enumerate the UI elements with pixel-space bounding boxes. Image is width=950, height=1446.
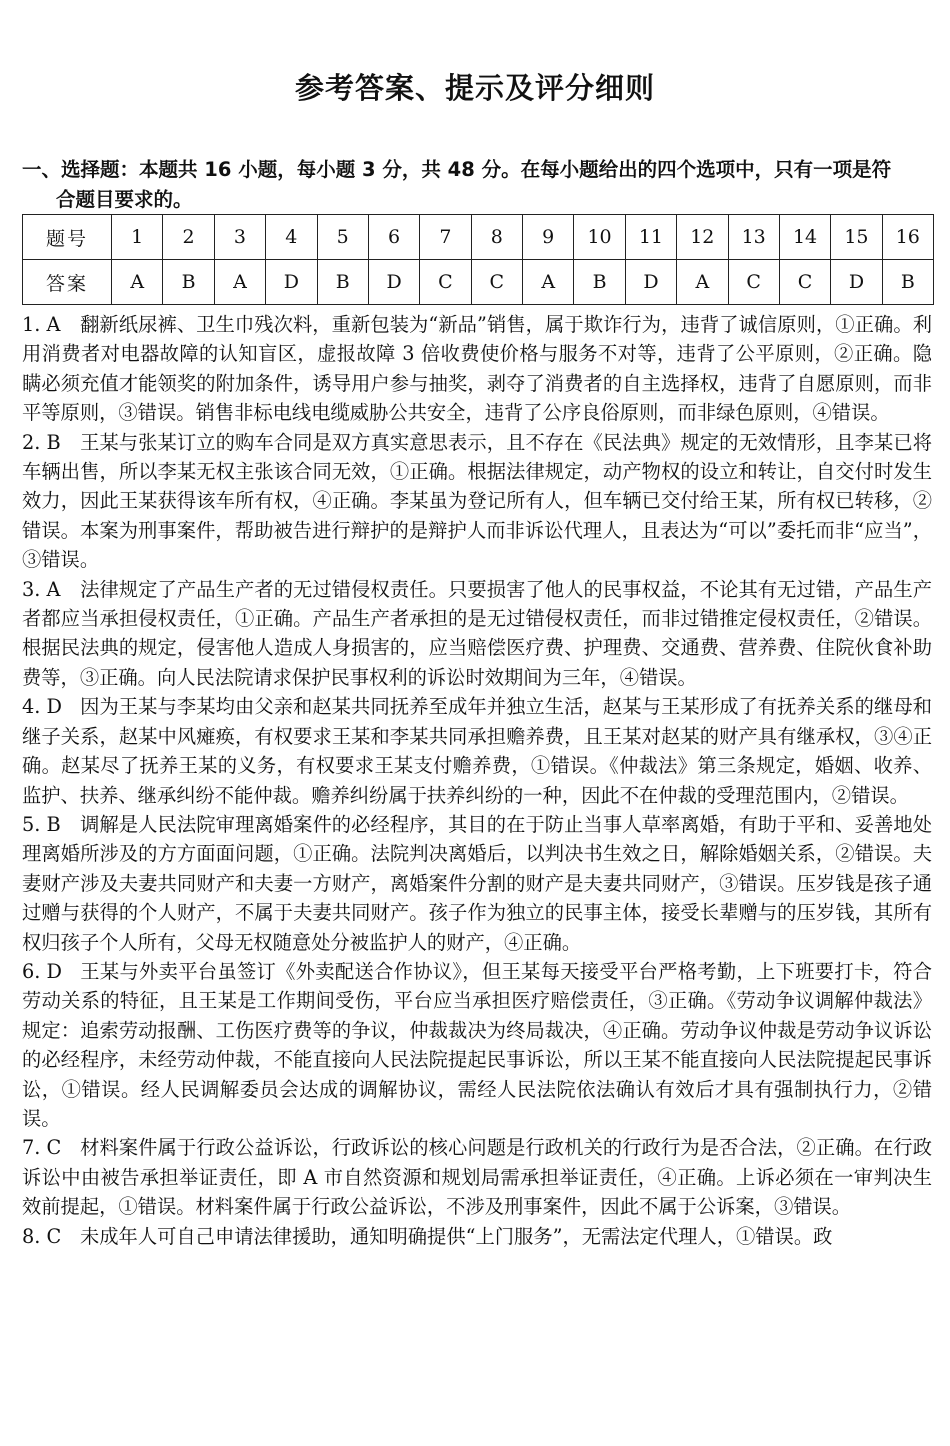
answer-cell: B [317, 260, 368, 305]
explanation-label: 8. C [22, 1224, 62, 1248]
answer-row [23, 260, 934, 305]
answer-cell: C [779, 260, 830, 305]
explanation-item [22, 428, 932, 575]
number-row [23, 215, 934, 260]
answer-cell: D [831, 260, 882, 305]
answer-cell: C [728, 260, 779, 305]
question-number: 9 [523, 215, 574, 260]
question-number: 16 [882, 215, 933, 260]
explanation-label: 3. A [22, 577, 61, 601]
section-heading-line1: 一、选择题：本题共 16 小题，每小题 3 分，共 48 分。在每小题给出的四个选项中，只有一项是符 [22, 158, 892, 181]
explanation-text: 调解是人民法院审理离婚案件的必经程序，其目的在于防止当事人草率离婚，有助于平和、妥善地处理离婚所涉及的方方面面问题，①正确。法院判决离婚后，以判决书生效之日，解除婚姻关系，②错误。夫妻财产涉及夫妻共同财产和夫妻一方财产，离婚案件分割的财产是夫妻共同财产，③错误。压岁钱是孩子通过赠与获得的个人财产，不属于夫妻共同财产。孩子作为独立的民事主体，接受长辈赠与的压岁钱，其所有权归孩子个人所有，父母无权随意处分被监护人的财产，④正确。 [22, 812, 932, 954]
explanation-item [22, 310, 932, 428]
explanation-item [22, 1133, 932, 1221]
explanation-item [22, 1222, 932, 1251]
explanation-text: 未成年人可自己申请法律援助，通知明确提供“上门服务”，无需法定代理人，①错误。政 [80, 1224, 833, 1248]
question-number: 1 [112, 215, 163, 260]
question-number: 7 [420, 215, 471, 260]
explanation-item [22, 692, 932, 810]
question-number: 14 [779, 215, 830, 260]
row-label-answer: 答案 [23, 260, 112, 305]
question-number: 3 [214, 215, 265, 260]
question-number: 2 [163, 215, 214, 260]
explanation-label: 2. B [22, 430, 61, 454]
explanation-text: 因为王某与李某均由父亲和赵某共同抚养至成年并独立生活，赵某与王某形成了有抚养关系的继母和继子关系，赵某中风瘫痪，有权要求王某和李某共同承担赡养费，且王某对赵某的财产具有继承权，③④正确。赵某尽了抚养王某的义务，有权要求王某支付赡养费，①错误。《仲裁法》第三条规定，婚姻、收养、监护、扶养、继承纠纷不能仲裁。赡养纠纷属于扶养纠纷的一种，因此不在仲裁的受理范围内，②错误。 [22, 695, 932, 807]
question-number: 15 [831, 215, 882, 260]
question-number: 6 [368, 215, 419, 260]
answer-cell: A [214, 260, 265, 305]
explanation-text: 法律规定了产品生产者的无过错侵权责任。只要损害了他人的民事权益，不论其有无过错，产品生产者都应当承担侵权责任，①正确。产品生产者承担的是无过错侵权责任，而非过错推定侵权责任，②错误。根据民法典的规定，侵害他人造成人身损害的，应当赔偿医疗费、护理费、交通费、营养费、住院伙食补助费等，③正确。向人民法院请求保护民事权利的诉讼时效期间为三年，④错误。 [22, 577, 932, 689]
explanation-item [22, 575, 932, 693]
explanation-label: 1. A [22, 313, 61, 336]
explanation-label: 7. C [22, 1136, 62, 1160]
question-number: 13 [728, 215, 779, 260]
answer-cell: B [574, 260, 625, 305]
explanation-item [22, 957, 932, 1133]
answer-cell: B [882, 260, 933, 305]
explanation-label: 5. B [22, 812, 61, 836]
answer-cell: C [420, 260, 471, 305]
explanation-item [22, 810, 932, 957]
answer-table [22, 214, 934, 305]
question-number: 11 [625, 215, 676, 260]
explanation-label: 4. D [22, 695, 62, 719]
answer-cell: C [471, 260, 522, 305]
question-number: 5 [317, 215, 368, 260]
explanation-text: 材料案件属于行政公益诉讼，行政诉讼的核心问题是行政机关的行政行为是否合法，②正确。在行政诉讼中由被告承担举证责任，即 A 市自然资源和规划局需承担举证责任，④正确。上诉必须在一审判决生效前提起，①错误。材料案件属于行政公益诉讼，不涉及刑事案件，因此不属于公诉案，③错误。 [22, 1136, 932, 1219]
explanation-label: 6. D [22, 959, 62, 983]
row-label-number: 题号 [23, 215, 112, 260]
answer-cell: A [677, 260, 728, 305]
answer-cell: B [163, 260, 214, 305]
answer-cell: D [368, 260, 419, 305]
question-number: 12 [677, 215, 728, 260]
section-heading [22, 155, 934, 215]
answer-cell: A [523, 260, 574, 305]
answer-cell: D [266, 260, 317, 305]
section-heading-line2: 合题目要求的。 [56, 188, 193, 211]
question-number: 10 [574, 215, 625, 260]
explanation-text: 王某与外卖平台虽签订《外卖配送合作协议》，但王某每天接受平台严格考勤，上下班要打卡，符合劳动关系的特征，且王某是工作期间受伤，平台应当承担医疗赔偿责任，③正确。《劳动争议调解仲裁法》规定：追索劳动报酬、工伤医疗费等的争议，仲裁裁决为终局裁决，④正确。劳动争议仲裁是劳动争议诉讼的必经程序，未经劳动仲裁，不能直接向人民法院提起民事诉讼，所以王某不能直接向人民法院提起民事诉讼，①错误。经人民调解委员会达成的调解协议，需经人民法院依法确认有效后才具有强制执行力，②错误。 [22, 959, 932, 1130]
question-number: 8 [471, 215, 522, 260]
explanation-text: 王某与张某订立的购车合同是双方真实意思表示，且不存在《民法典》规定的无效情形，且李某已将车辆出售，所以李某无权主张该合同无效，①正确。根据法律规定，动产物权的设立和转让，自交付时发生效力，因此王某获得该车所有权，④正确。李某虽为登记所有人，但车辆已交付给王某，所有权已转移，②错误。本案为刑事案件，帮助被告进行辩护的是辩护人而非诉讼代理人，且表达为“可以”委托而非“应当”，③错误。 [22, 430, 932, 572]
page-title: 参考答案、提示及评分细则 [294, 71, 655, 105]
answer-cell: A [112, 260, 163, 305]
explanation-text: 翻新纸尿裤、卫生巾残次料，重新包装为“新品”销售，属于欺诈行为，违背了诚信原则，①正确。利用消费者对电器故障的认知盲区，虚报故障 3 倍收费使价格与服务不对等，违背了公平原则，②正确。隐瞒必须充值才能领奖的附加条件，诱导用户参与抽奖，剥夺了消费者的自主选择权，违背了自愿原则，而非平等原则，③错误。销售非标电线电缆威胁公共安全，违背了公序良俗原则，而非绿色原则，④错误。 [22, 313, 932, 425]
answer-cell: D [625, 260, 676, 305]
question-number: 4 [266, 215, 317, 260]
explanations-list [22, 310, 932, 1251]
